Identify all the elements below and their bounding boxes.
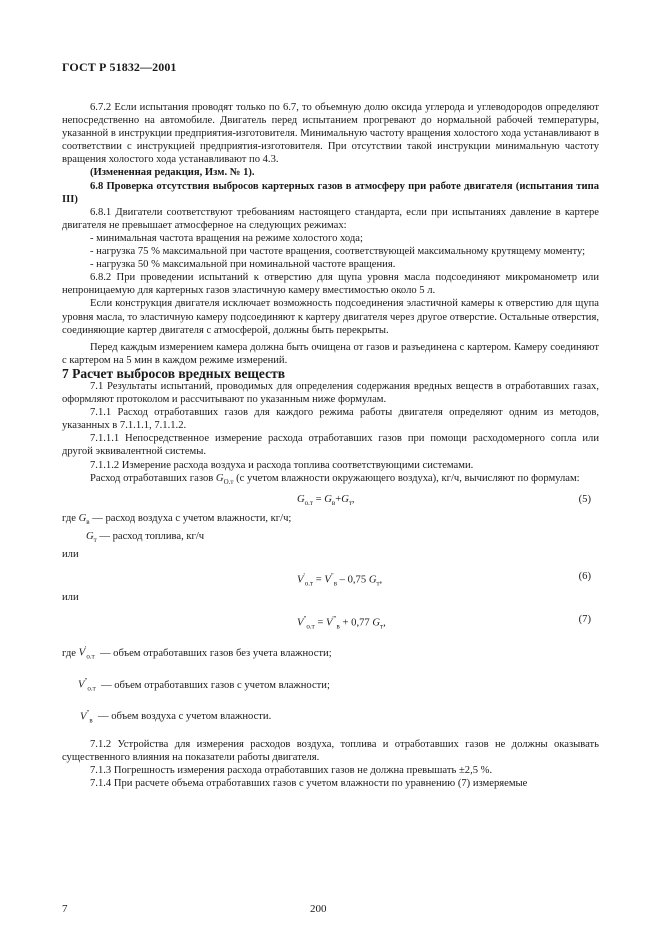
paragraph-7-1-3: 7.1.3 Погрешность измерения расхода отработавших газов не должна превышать ±2,5 %. — [90, 764, 493, 776]
equation-6-formula: $V'_{о.т} = V^"_в - 0,75$ $G_т$, — [297, 572, 383, 588]
or-label: или — [62, 592, 79, 604]
paragraph-6-8-2-cont: Если конструкция двигателя исключает возможность подсоединения эластичной камеры к отверстию для щупа уровня масла, то эластичную камеру подсоединяют к картеру двигателя через другое отверстие. Остальные отверстия, соединяющие картер двигателя с атмосферой, должны быть перекрыты. — [62, 298, 599, 336]
paragraph-7-1-1: 7.1.1 Расход отработавших газов для каждого режима работы двигателя определяют одним из методов, указанных в 7.1.1.1, 7.1.1.2. — [62, 407, 599, 432]
equation-5-formula: $G_{о.т} = G_в+G_т$, — [297, 493, 355, 507]
list-item: - нагрузка 75 % максимальной при частоте вращения, соответствующей максимальному крутящему моменту; — [90, 246, 586, 258]
paragraph-6-7-2: 6.7.2 Если испытания проводят только по 6.7, то объемную долю оксида углерода и углеводородов определяют непосредственно на автомобиле. Двигатель перед испытанием прогревают до нормальной рабочей температуры, указанной в инструкции предприятия-изготовителя. Минимальную частоту вращения холостого хода устанавливают в соответствии с инструкцией предприятия-изготовителя. При отсутствии такой инструкции минимальную частоту вращения холостого хода устанавливают по 4.3. — [62, 102, 599, 166]
where-V2: $V^"_{о.т}$ — объем отработавших газов с учетом влажности; — [78, 677, 330, 693]
equation-7-formula: $V^"_{о.т} = V^{'"}_в + 0,77$ $G_т$, — [297, 615, 386, 632]
paragraph-7-1-1-2: 7.1.1.2 Измерение расхода воздуха и расхода топлива соответствующими системами. — [90, 459, 474, 471]
list-item: - нагрузка 50 % максимальной при номинальной частоте вращения. — [90, 259, 396, 271]
where-V3: $V^"_в$ — объем воздуха с учетом влажности. — [80, 708, 272, 725]
page-number: 200 — [310, 903, 327, 915]
equation-7-number: (7) — [578, 614, 591, 626]
where-V1: где $V'_{о.т}$ — объем отработавших газов без учета влажности; — [62, 645, 332, 662]
equation-6 — [62, 562, 599, 590]
paragraph-6-8-2-chamber: Перед каждым измерением камера должна быть очищена от газов и разъединена с картером. Камеру соединяют с картером на 5 мин в каждом режиме измерений. — [62, 341, 599, 366]
equation-6-number: (6) — [578, 571, 591, 583]
document-header: ГОСТ Р 51832—2001 — [62, 60, 177, 74]
paragraph-6-8-1: 6.8.1 Двигатели соответствуют требованиям настоящего стандарта, если при испытаниях давление в картере двигателя не превышает атмосферное на следующих режимах: — [62, 206, 599, 231]
list-item: - минимальная частота вращения на режиме холостого хода; — [90, 232, 363, 244]
footer-left: 7 — [62, 903, 68, 915]
paragraph-flow: Расход отработавших газов $G_{О.т}$ (с учетом влажности окружающего воздуха), кг/ч, вычисляют по формулам: — [90, 472, 580, 486]
equation-7 — [62, 605, 599, 633]
section-6-8-title: 6.8 Проверка отсутствия выбросов картерных газов в атмосферу при работе двигателя (испытания типа III) — [62, 180, 599, 205]
paragraph-7-1: 7.1 Результаты испытаний, проводимых для определения содержания вредных веществ в отработавших газах, оформляют протоколом и рассчитывают по указанным ниже формулам. — [62, 380, 599, 406]
paragraph-7-1-1-1: 7.1.1.1 Непосредственное измерение расхода отработавших газов при помощи расходомерного сопла или другой эквивалентной системы. — [62, 433, 599, 458]
document-body — [62, 101, 599, 790]
where-G-t: $G_т$ — расход топлива, кг/ч — [86, 531, 205, 545]
paragraph-7-1-4: 7.1.4 При расчете объема отработавших газов с учетом влажности по уравнению (7) измеряемые — [90, 777, 528, 789]
section-7-title: 7 Расчет выбросов вредных веществ — [62, 365, 286, 381]
edit-note: (Измененная редакция, Изм. № 1). — [90, 167, 255, 179]
where-G-v: где $G_в$ — расход воздуха с учетом влажности, кг/ч; — [62, 512, 292, 526]
paragraph-7-1-2: 7.1.2 Устройства для измерения расходов воздуха, топлива и отработавших газов не должны оказывать существенного влияния на показатели работы двигателя. — [62, 738, 599, 763]
paragraph-6-8-2: 6.8.2 При проведении испытаний к отверстию для щупа уровня масла подсоединяют микроманометр или непроницаемую для картерных газов эластичную камеру вместимостью около 5 л. — [62, 272, 599, 297]
or-label: или — [62, 549, 79, 561]
equation-5-number: (5) — [578, 493, 591, 505]
equation-5 — [62, 489, 599, 511]
